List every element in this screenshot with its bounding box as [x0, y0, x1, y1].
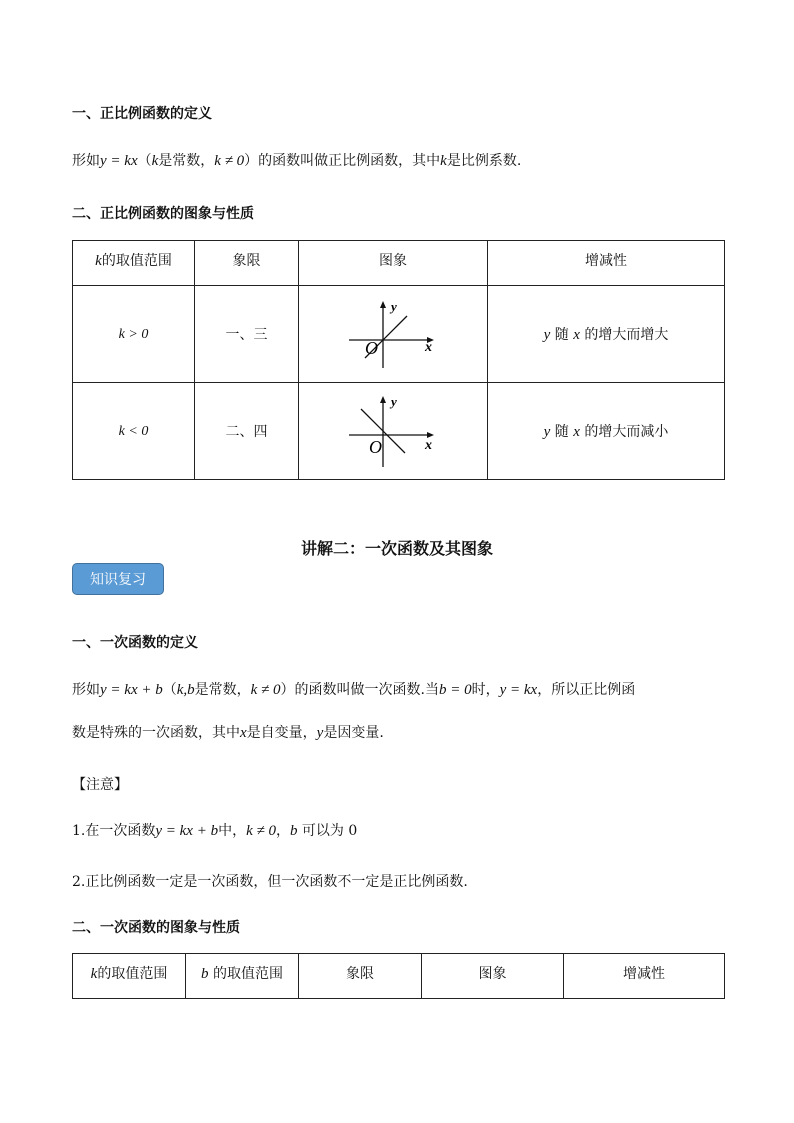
- quadrant-cell: 二、四: [195, 383, 299, 480]
- origin-label: O: [365, 338, 378, 358]
- section2-heading1: 一、一次函数的定义: [72, 635, 198, 651]
- note-item-2: 2.正比例函数一定是一次函数，但一次函数不一定是正比例函数.: [72, 874, 468, 890]
- note-item-1: 1.在一次函数y = kx + b中，k ≠ 0，b 可以为 0: [72, 823, 358, 839]
- monotonicity-cell: y 随 x 的增大而减小: [488, 383, 725, 480]
- decreasing-line-graph: [345, 393, 441, 469]
- linear-definition-line1: 形如y = kx + b（k,b是常数，k ≠ 0）的函数叫做一次函数.当b = 0时，y = kx，所以正比例函: [72, 682, 636, 698]
- table-header-row: [73, 241, 725, 286]
- knowledge-review-badge[interactable]: 知识复习: [72, 563, 164, 595]
- header-k-range: k的取值范围: [73, 954, 186, 999]
- header-quadrant: 象限: [299, 954, 422, 999]
- header-b-range: b 的取值范围: [186, 954, 299, 999]
- y-axis-label: y: [391, 299, 397, 314]
- section1-heading1: 一、正比例函数的定义: [72, 106, 212, 122]
- proportional-definition: 形如y = kx（k是常数，k ≠ 0）的函数叫做正比例函数，其中k是比例系数.: [72, 153, 522, 169]
- table-row: [73, 286, 725, 383]
- section1-heading2: 二、正比例函数的图象与性质: [72, 206, 254, 222]
- table-header-row: [73, 954, 725, 999]
- x-axis-label: x: [425, 340, 432, 355]
- increasing-line-graph: [345, 298, 441, 370]
- origin-label: O: [369, 437, 382, 457]
- y-axis-label: y: [391, 394, 397, 409]
- note-heading: 【注意】: [72, 777, 128, 793]
- header-k-range: k的取值范围: [73, 241, 195, 286]
- header-quadrant: 象限: [195, 241, 299, 286]
- graph-cell: [299, 383, 488, 480]
- header-graph: 图象: [422, 954, 564, 999]
- header-monotonicity: 增减性: [488, 241, 725, 286]
- table-row: [73, 383, 725, 480]
- monotonicity-cell: y 随 x 的增大而增大: [488, 286, 725, 383]
- proportional-function-table: [72, 240, 725, 480]
- x-axis-label: x: [425, 438, 432, 453]
- range-cell: k > 0: [73, 286, 195, 383]
- linear-function-table: [72, 953, 725, 999]
- range-cell: k < 0: [73, 383, 195, 480]
- header-monotonicity: 增减性: [564, 954, 725, 999]
- section2-heading2: 二、一次函数的图象与性质: [72, 920, 240, 936]
- quadrant-cell: 一、三: [195, 286, 299, 383]
- header-graph: 图象: [299, 241, 488, 286]
- graph-cell: [299, 286, 488, 383]
- lecture-title: 讲解二：一次函数及其图象: [300, 539, 493, 558]
- linear-definition-line2: 数是特殊的一次函数，其中x是自变量，y是因变量.: [72, 725, 384, 741]
